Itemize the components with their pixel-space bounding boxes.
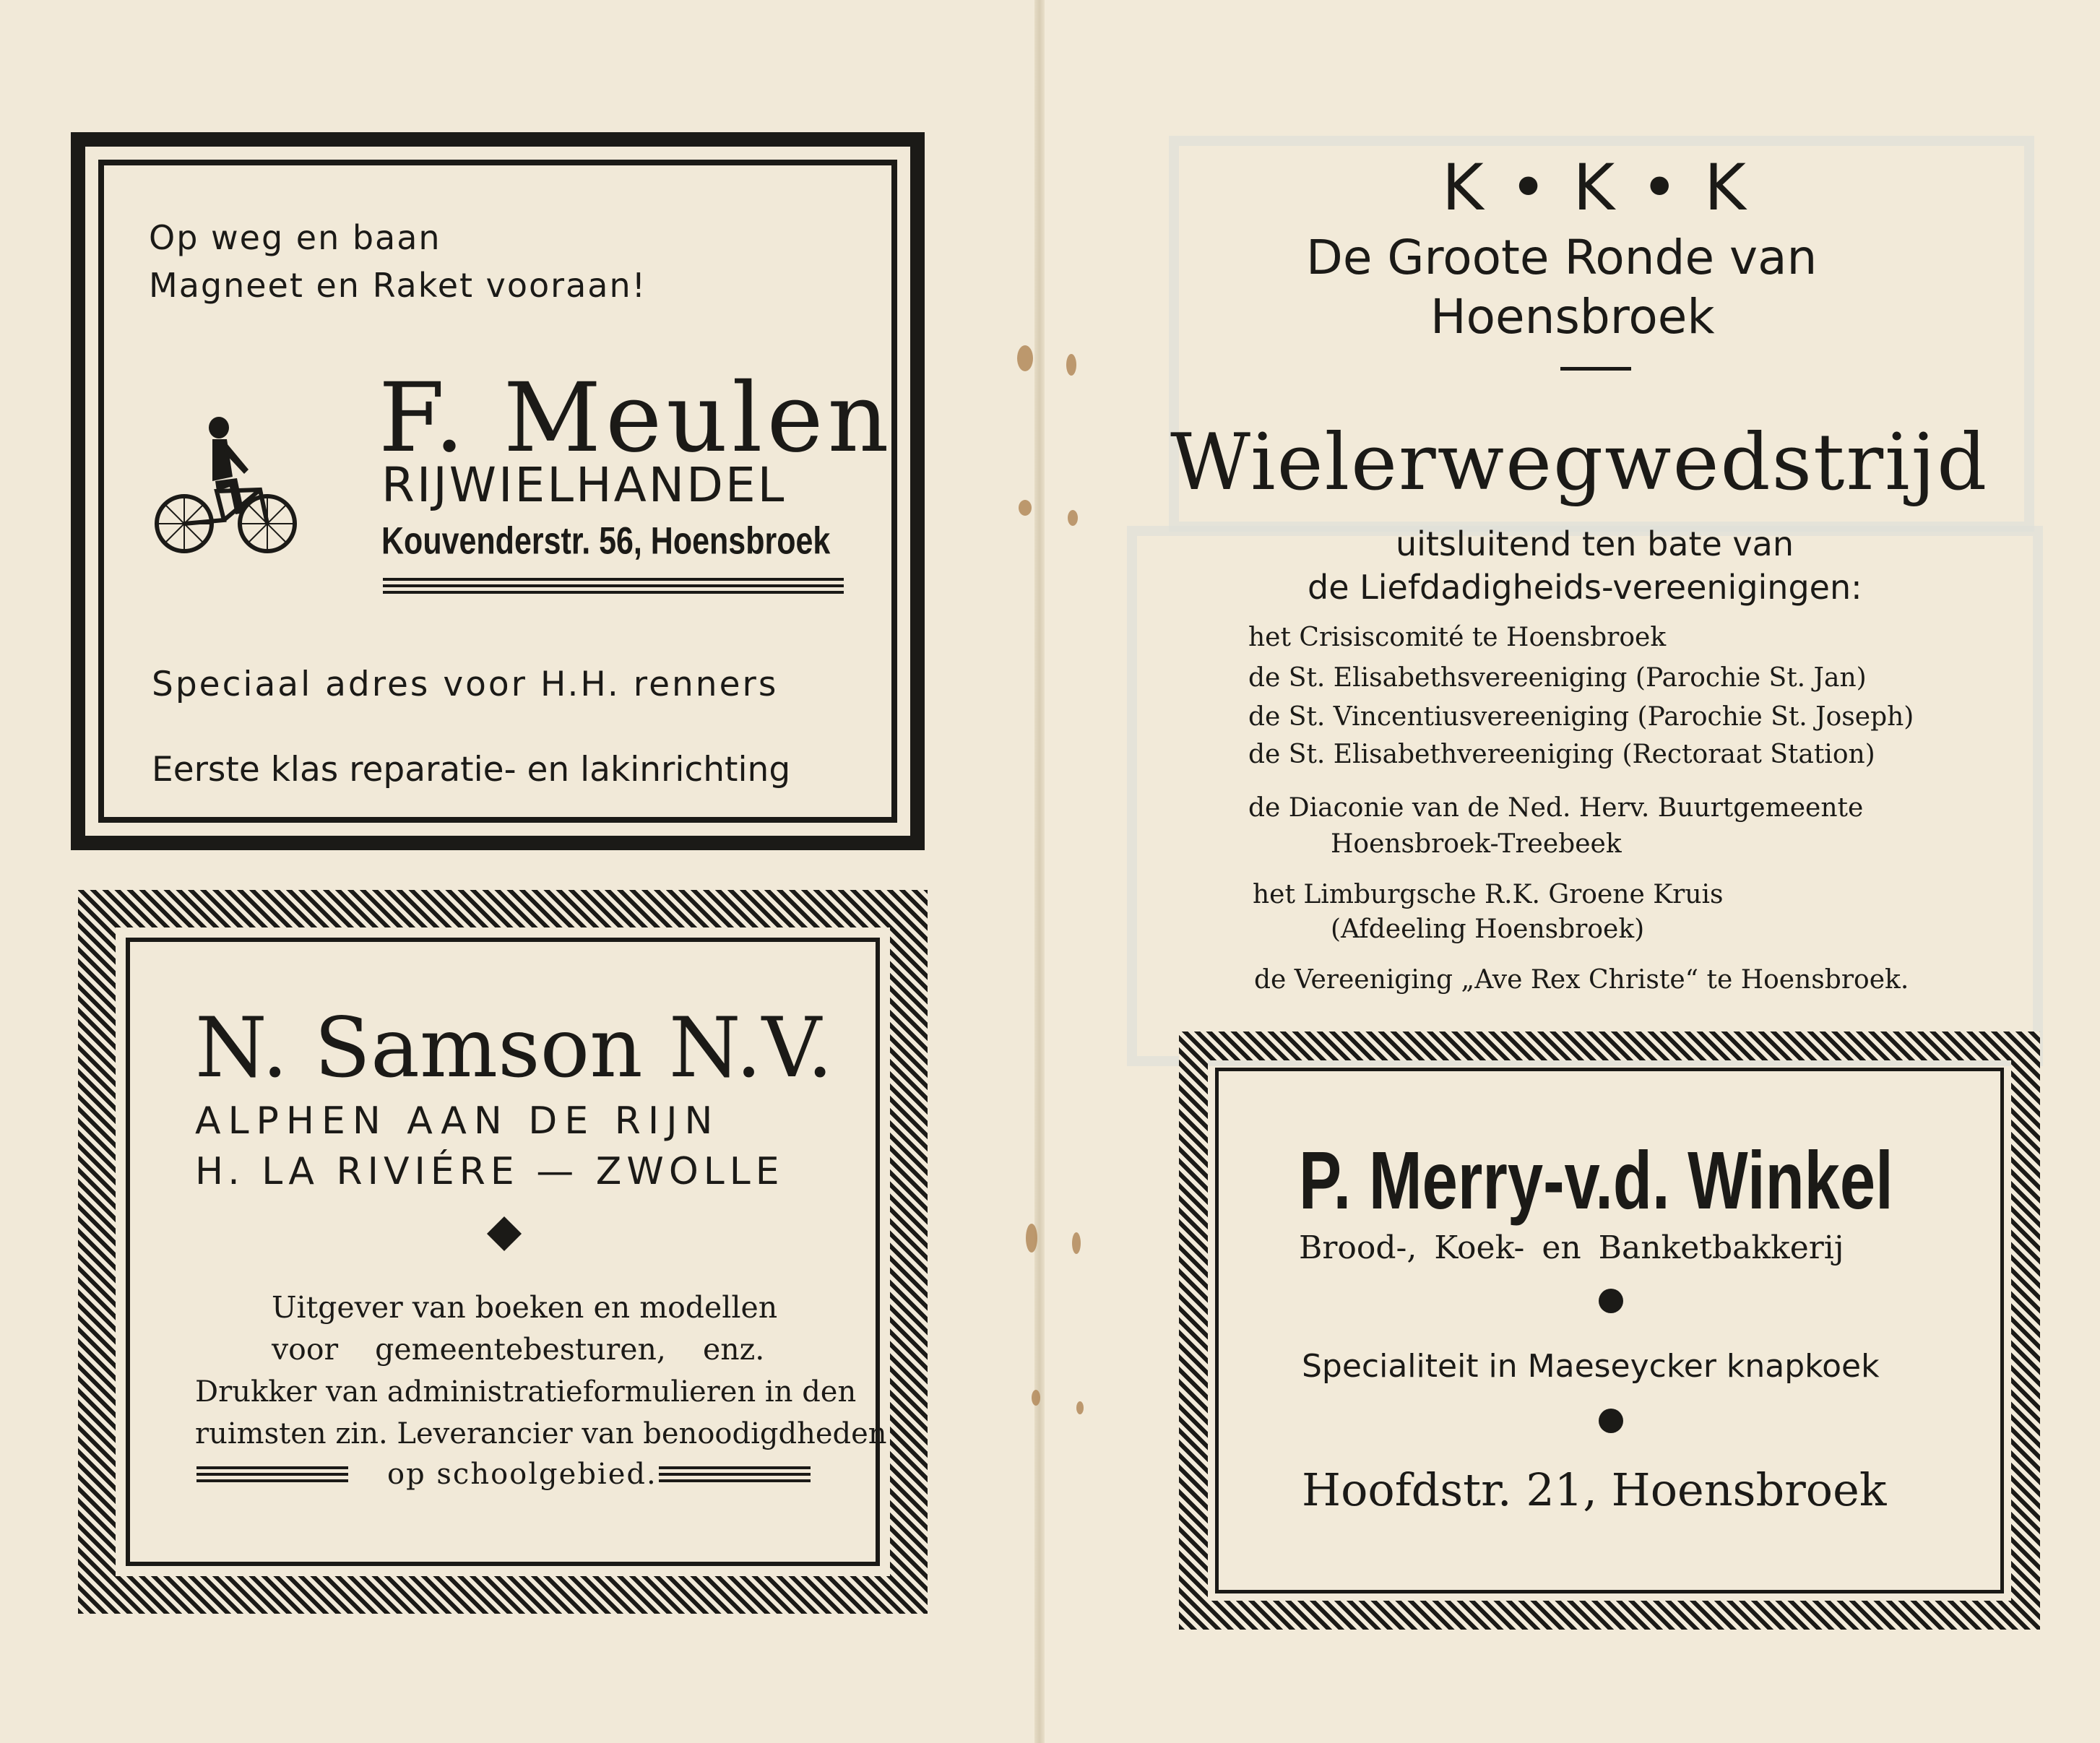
beneficiary-item: de St. Elisabethsvereeniging (Parochie St. Jan) [1248,663,1867,693]
dot-ornament-icon [1599,1409,1623,1433]
slogan-line-1: Op weg en baan [149,218,441,257]
meulen-name: F. Meulen [379,363,894,474]
samson-desc-2: voor gemeentebesturen, enz. [272,1332,765,1367]
rust-spot [1076,1401,1084,1414]
meulen-repair: Eerste klas reparatie- en lakinrichting [152,750,791,790]
race-sub-2: de Liefdadigheids-vereenigingen: [1308,568,1862,607]
race-title-1: De Groote Ronde van [1306,230,1818,285]
samson-desc-3: Drukker van administratieformulieren in den [195,1375,857,1409]
merry-trade: Brood-, Koek- en Banketbakkerij [1299,1229,1844,1266]
beneficiary-item: het Crisiscomité te Hoensbroek [1248,623,1667,652]
race-sub-1: uitsluitend ten bate van [1396,524,1794,563]
samson-desc-1: Uitgever van boeken en modellen [272,1290,778,1325]
race-organizer: K • K • K [1442,150,1749,225]
race-title-2: Hoensbroek [1430,289,1715,345]
samson-name: N. Samson N.V. [195,1000,834,1096]
beneficiary-item: de Vereeniging „Ave Rex Christe“ te Hoensbroek. [1254,965,1909,995]
beneficiary-item: de St. Elisabethvereeniging (Rectoraat Station) [1248,740,1875,769]
dot-ornament-icon [1599,1289,1623,1313]
rust-spot [1026,1224,1037,1253]
samson-location-1: ALPHEN AAN DE RIJN [195,1099,720,1143]
samson-desc-4: ruimsten zin. Leverancier van benoodigdheden [195,1417,887,1450]
beneficiary-item: (Afdeeling Hoensbroek) [1331,914,1645,944]
rust-spot [1032,1390,1040,1406]
beneficiary-item: de Diaconie van de Ned. Herv. Buurtgemeente [1248,793,1864,823]
samson-ad [78,890,928,1614]
beneficiary-item: de St. Vincentiusvereeniging (Parochie St. Joseph) [1248,702,1914,732]
race-headline: Wielerwegwedstrijd [1170,418,1989,508]
rust-spot [1066,354,1076,376]
rust-spot [1072,1232,1081,1254]
beneficiary-item: Hoensbroek-Treebeek [1331,829,1622,859]
samson-rule-left [196,1466,348,1482]
merry-ad [1179,1031,2040,1630]
samson-desc-5: op schoolgebied. [387,1458,657,1491]
meulen-trade: RIJWIELHANDEL [381,457,787,513]
rust-spot [1068,510,1078,526]
rust-spot [1017,345,1033,371]
meulen-special: Speciaal adres voor H.H. renners [152,665,779,704]
race-divider [1560,367,1631,371]
meulen-address: Kouvenderstr. 56, Hoensbroek [381,519,831,562]
merry-name: P. Merry-v.d. Winkel [1299,1134,1893,1227]
merry-address: Hoofdstr. 21, Hoensbroek [1302,1463,1887,1516]
samson-location-2: H. LA RIVIÉRE — ZWOLLE [195,1150,785,1193]
page-gutter [1034,0,1045,1743]
merry-specialty: Specialiteit in Maeseycker knapkoek [1302,1348,1880,1385]
slogan-line-2: Magneet en Raket vooraan! [149,266,647,305]
samson-rule-right [659,1466,811,1482]
rust-spot [1019,500,1032,516]
beneficiary-item: het Limburgsche R.K. Groene Kruis [1253,880,1724,909]
meulen-divider [383,578,844,594]
cyclist-icon [152,412,303,563]
